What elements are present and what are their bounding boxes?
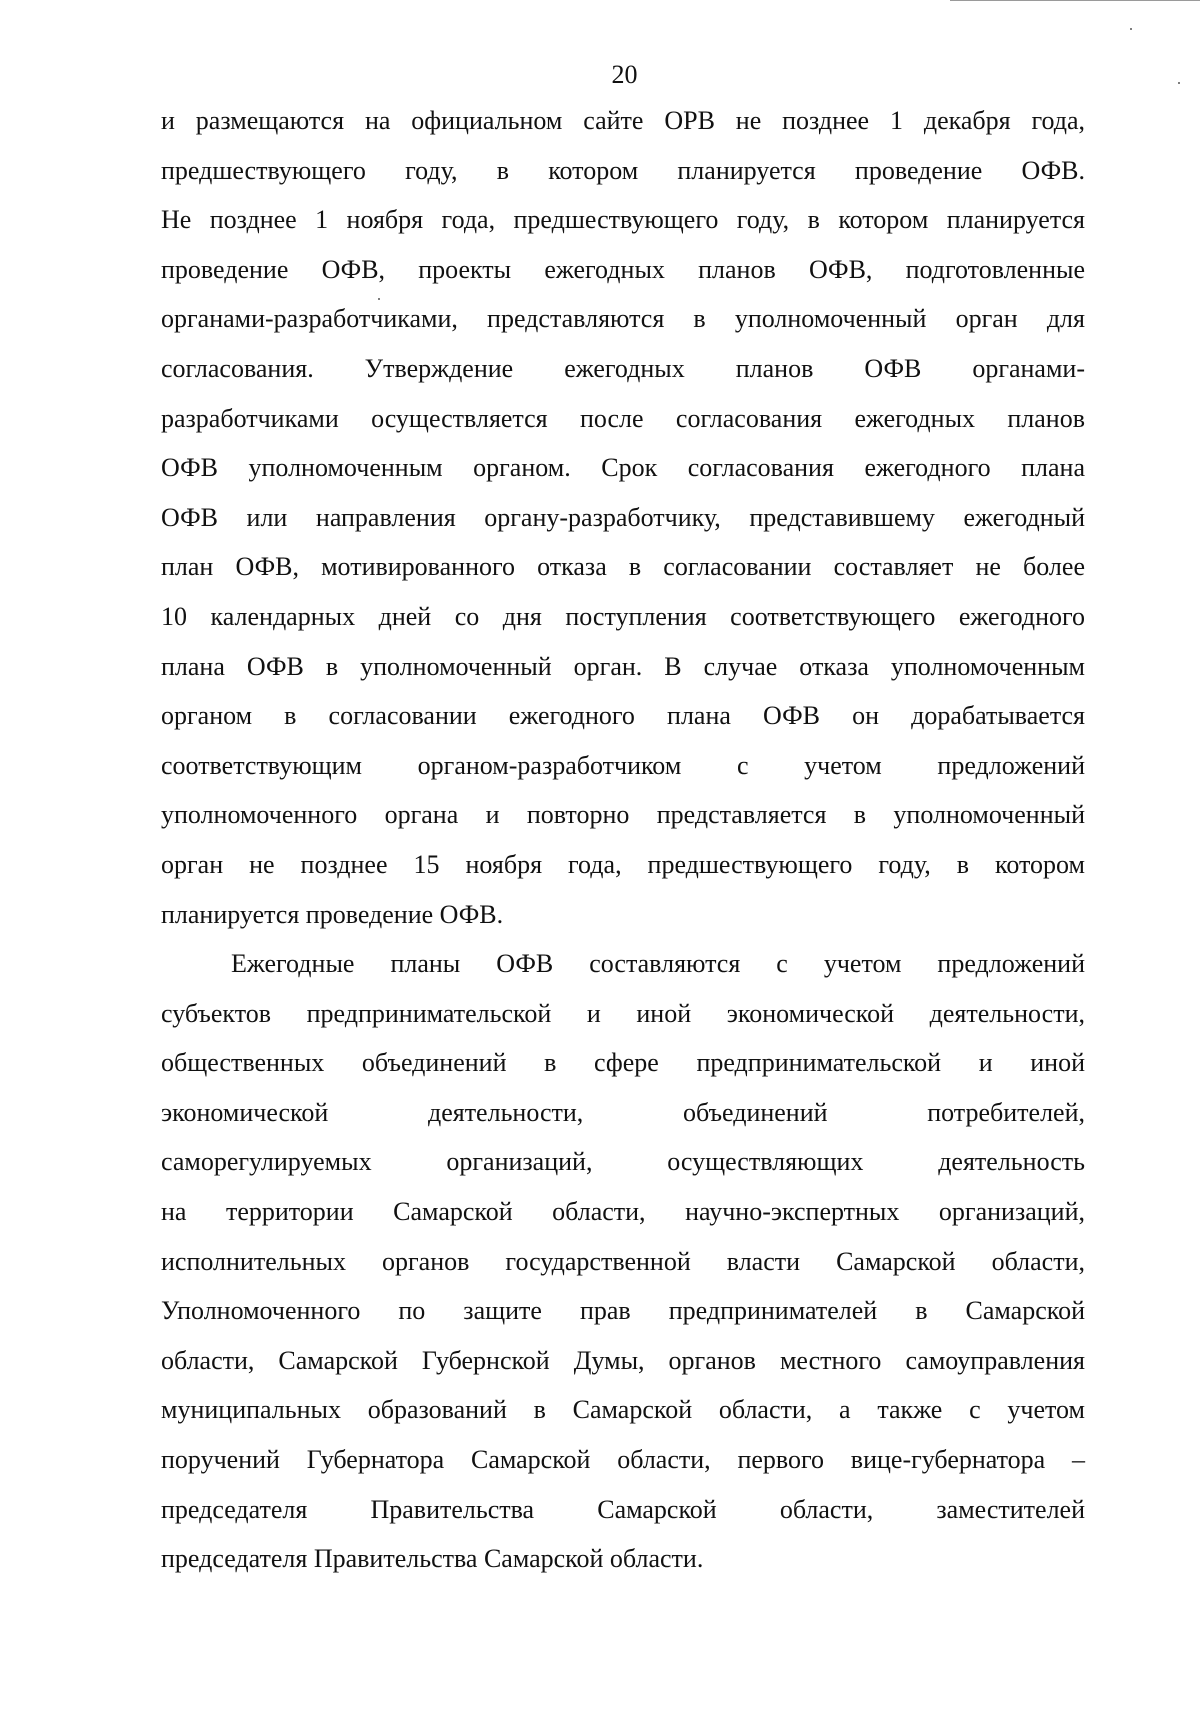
text-line: и размещаются на официальном сайте ОРВ не позднее 1 декабря года,	[161, 106, 1085, 135]
text-line: субъектов предпринимательской и иной экономической деятельности,	[161, 998, 1085, 1028]
text-line: области, Самарской Губернской Думы, органов местного самоуправления	[161, 1345, 1085, 1375]
text-line: общественных объединений в сфере предпринимательской и иной	[161, 1048, 1085, 1078]
text-line: предшествующего году, в котором планируется проведение ОФВ.	[161, 155, 1085, 185]
text-line: поручений Губернатора Самарской области, первого вице-губернатора –	[161, 1444, 1085, 1474]
text-line: орган не позднее 15 ноября года, предшествующего году, в котором	[161, 849, 1085, 879]
text-line: 10 календарных дней со дня поступления соответствующего ежегодного	[161, 601, 1085, 631]
text-line: исполнительных органов государственной власти Самарской области,	[161, 1246, 1085, 1276]
text-line: ОФВ уполномоченным органом. Срок согласования ежегодного плана	[161, 453, 1085, 483]
text-line: плана ОФВ в уполномоченный орган. В случае отказа уполномоченным	[161, 651, 1085, 681]
text-line: проведение ОФВ, проекты ежегодных планов ОФВ, подготовленные	[161, 254, 1085, 284]
text-line: планируется проведение ОФВ.	[161, 899, 504, 929]
text-line: органом в согласовании ежегодного плана ОФВ он дорабатывается	[161, 701, 1085, 731]
text-line: председателя Правительства Самарской области, заместителей	[161, 1494, 1085, 1524]
text-line: председателя Правительства Самарской области.	[161, 1544, 704, 1574]
text-line: саморегулируемых организаций, осуществляющих деятельность	[161, 1147, 1085, 1177]
text-line: соответствующим органом-разработчиком с учетом предложений	[161, 750, 1085, 780]
text-line: ОФВ или направления органу-разработчику, представившему ежегодный	[161, 502, 1085, 532]
text-line: разработчиками осуществляется после согласования ежегодных планов	[161, 403, 1085, 433]
scan-edge-line	[950, 0, 1200, 1]
page-number: 20	[611, 60, 638, 89]
scan-speck	[1130, 28, 1132, 30]
text-line: план ОФВ, мотивированного отказа в согласовании составляет не более	[161, 552, 1085, 582]
text-line: органами-разработчиками, представляются в уполномоченный орган для	[161, 304, 1085, 334]
text-line: на территории Самарской области, научно-экспертных организаций,	[161, 1196, 1085, 1226]
paragraph-2	[161, 939, 1085, 1584]
paragraph-1	[161, 96, 1085, 939]
text-line: Уполномоченного по защите прав предпринимателей в Самарской	[161, 1296, 1085, 1326]
text-line: согласования. Утверждение ежегодных планов ОФВ органами-	[161, 353, 1085, 383]
text-line: Ежегодные планы ОФВ составляются с учетом предложений	[231, 949, 1085, 978]
text-line: экономической деятельности, объединений потребителей,	[161, 1097, 1085, 1127]
text-line: Не позднее 1 ноября года, предшествующего году, в котором планируется	[161, 205, 1085, 235]
text-line: уполномоченного органа и повторно представляется в уполномоченный	[161, 800, 1085, 830]
text-line: муниципальных образований в Самарской области, а также с учетом	[161, 1395, 1085, 1425]
